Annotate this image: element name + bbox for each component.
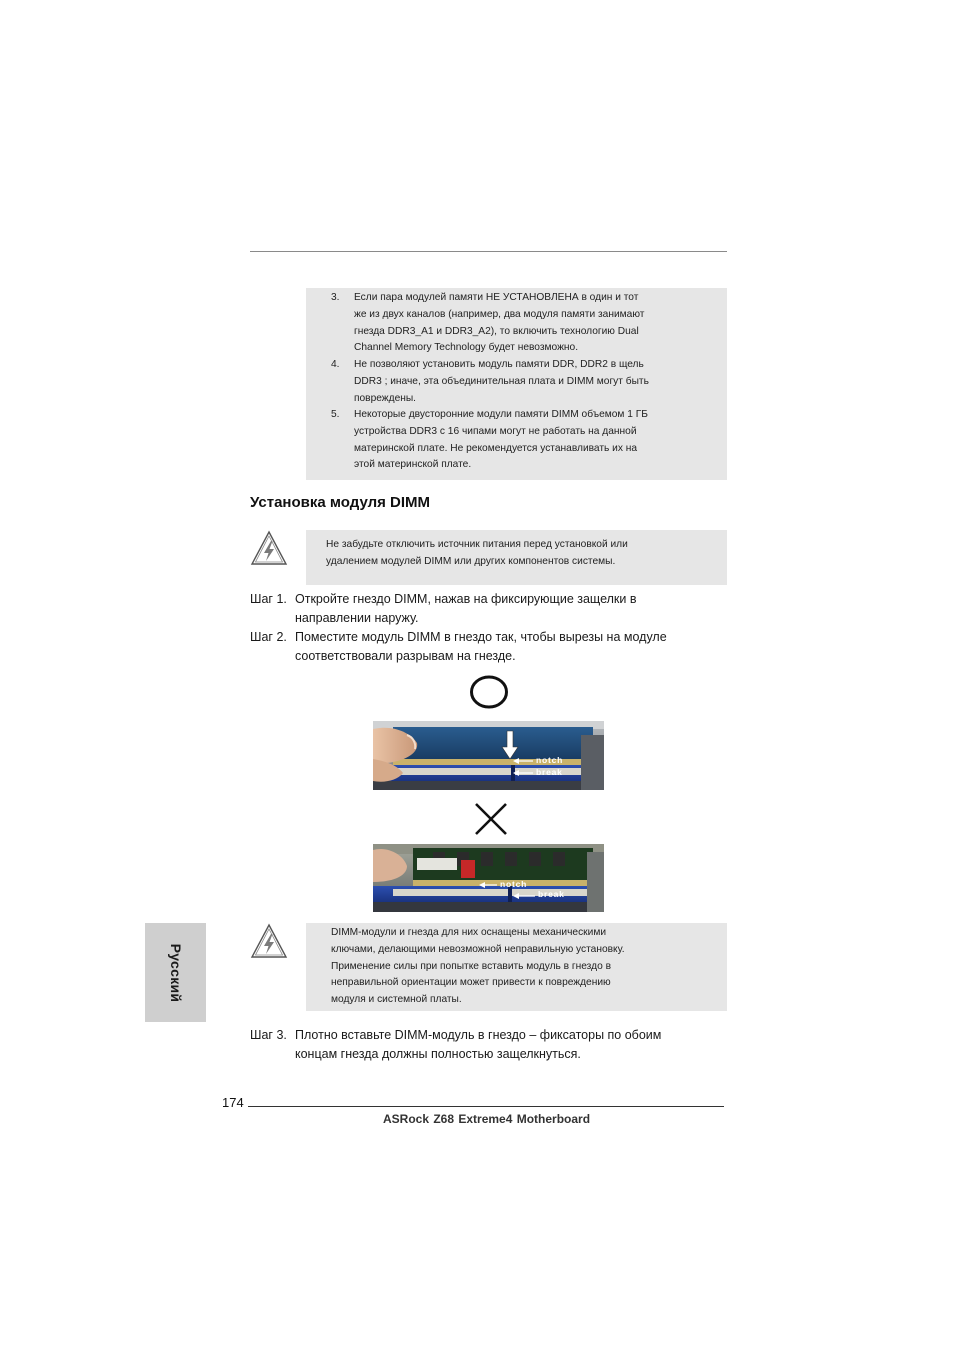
notch-label: notch — [536, 755, 564, 765]
dimm-incorrect-photo — [373, 844, 604, 912]
notch-label: notch — [500, 879, 528, 889]
warning-line: модуля и системной платы. — [331, 994, 462, 1006]
step-label: Шаг 2. — [250, 630, 287, 644]
step-label: Шаг 3. — [250, 1028, 287, 1042]
language-label: Русский — [167, 943, 184, 1002]
step-line: Поместите модуль DIMM в гнездо так, чтобы вырезы на модуле — [295, 630, 667, 644]
note-line: Не позволяют установить модуль памяти DDR, DDR2 в щель — [354, 359, 644, 370]
language-side-tab — [145, 923, 206, 1022]
step-line: концам гнезда должны полностью защелкнуться. — [295, 1047, 581, 1062]
note-line: повреждены. — [354, 392, 417, 404]
dimm-correct-photo — [373, 721, 604, 790]
step-label: Шаг 1. — [250, 592, 287, 606]
step-2 — [250, 628, 727, 668]
page-number: 174 — [222, 1095, 244, 1110]
warning-icon — [250, 530, 288, 566]
warning-box — [306, 923, 727, 1011]
note-line: гнезда DDR3_A1 и DDR3_A2), то включить технологию Dual — [354, 325, 639, 337]
warning-line: ключами, делающими невозможной неправильную установку. — [331, 943, 625, 955]
warning-box — [306, 530, 727, 585]
note-line: Некоторые двусторонние модули памяти DIMM объемом 1 ГБ — [354, 409, 648, 420]
warning-line: DIMM-модули и гнезда для них оснащены механическими — [331, 927, 607, 938]
step-line: Откройте гнездо DIMM, нажав на фиксирующие защелки в — [295, 592, 637, 606]
warning-line: удалением модулей DIMM или других компонентов системы. — [326, 555, 616, 567]
note-line: DDR3 ; иначе, эта объединительная плата и DIMM могут быть — [354, 375, 649, 387]
footer-title: ASRock Z68 Extreme4 Motherboard — [383, 1112, 591, 1126]
footer-rule — [248, 1106, 724, 1107]
warning-line: Применение силы при попытке вставить модуль в гнездо в — [331, 960, 611, 972]
warning-line: Не забудьте отключить источник питания перед установкой или — [326, 539, 628, 550]
note-line: этой материнской плате. — [354, 459, 472, 471]
break-label: break — [538, 889, 565, 899]
note-line: устройства DDR3 с 16 чипами могут не работать на данной — [354, 425, 637, 437]
note-line: Channel Memory Technology будет невозможно. — [354, 342, 579, 354]
step-line: Плотно вставьте DIMM-модуль в гнездо – фиксаторы по обоим — [295, 1028, 662, 1042]
break-label: break — [536, 767, 563, 777]
step-line: направлении наружу. — [295, 611, 419, 626]
section-title: Установка модуля DIMM — [250, 494, 431, 511]
notes-box — [306, 288, 727, 480]
incorrect-cross-icon — [474, 802, 508, 836]
note-number: 3. — [331, 292, 340, 303]
step-3 — [250, 1026, 727, 1066]
warning-icon — [250, 923, 288, 959]
step-line: соответствовали разрывам на гнезде. — [295, 649, 516, 664]
note-line: же из двух каналов (например, два модуля памяти занимают — [354, 308, 645, 320]
note-number: 4. — [331, 359, 340, 370]
correct-circle-icon — [469, 674, 509, 710]
note-number: 5. — [331, 409, 340, 420]
warning-line: неправильной ориентации может привести к повреждению — [331, 977, 611, 989]
note-line: материнской плате. Не рекомендуется устанавливать их на — [354, 442, 638, 454]
step-1 — [250, 590, 727, 630]
note-line: Если пара модулей памяти НЕ УСТАНОВЛЕНА в один и тот — [354, 292, 639, 303]
header-rule — [250, 251, 727, 252]
